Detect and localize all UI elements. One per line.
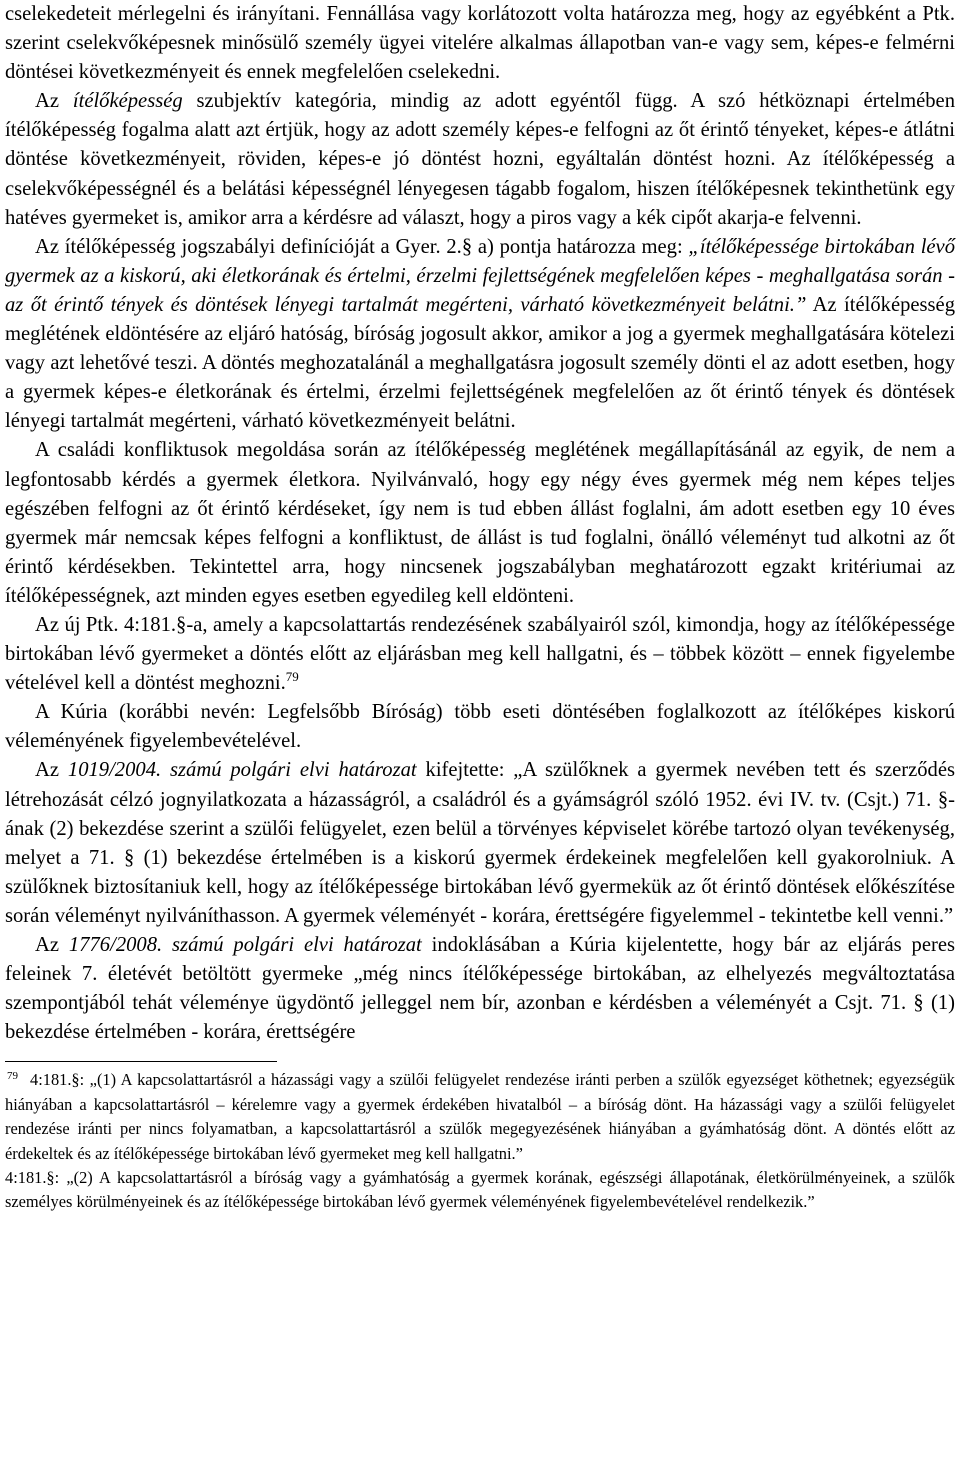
- text-run: Az: [35, 934, 69, 956]
- italic-decision-ref: 1776/2008. számú polgári elvi határozat: [68, 934, 422, 956]
- paragraph-decision-1019: [5, 756, 955, 931]
- paragraph-kuria: A Kúria (korábbi nevén: Legfelsőbb Bíróság) több eseti döntésében foglalkozott az ítélőképes kiskorú véleményének figyelembevételével.: [5, 701, 955, 753]
- italic-term: ítélőképesség: [72, 90, 183, 113]
- text-run: szubjektív kategória, mindig az adott egyéntől függ. A szó hétköznapi értelmében ítélőképesség fogalma alatt azt értjük, hogy az adott személy képes-e felfogni az őt érintő tényeket, képes-e átlátni döntése következményeit, röviden, képes-e jó döntést hozni, egyáltalán döntést hozni. Az ítélőképesség a cselekvőképességnél és a belátási képességnél lényegesen tágabb fogalom, hiszen ítélőképesnek tekinthetünk egy hatéves gyermeket is, amikor arra a kérdésre ad választ, hogy a piros vagy a kék cipőt akarja-e felvenni.: [5, 90, 955, 229]
- text-run: Az ítélőképesség jogszabályi definícióját a Gyer. 2.§ a) pontja határozza meg:: [35, 235, 689, 258]
- footnote-79-continued: [5, 1166, 955, 1215]
- paragraph-itelokepesseg-definition: [5, 87, 955, 232]
- paragraph-family-conflicts: A családi konfliktusok megoldása során az ítélőképesség meglétének megállapításánál az egyik, de nem a legfontosabb kérdés a gyermek életkora. Nyilvánvaló, hogy egy négy éves gyermek még nem képes teljes egészében felfogni az őt érintő kérdéseket, így nem is tud ebben állást foglalni, ám adott esetben egy 10 éves gyermek már nemcsak képes felfogni a konfliktust, de állást is tud foglalni, önálló véleményt tud alkotni az őt érintő kérdésekben. Tekintettel arra, hogy nincsenek jogszabályban meghatározott egzakt kritériumai az ítélőképességnek, azt minden egyes esetben egyedileg kell eldönteni.: [5, 439, 955, 607]
- footnote-79: [5, 1068, 955, 1166]
- text-run: Az: [35, 759, 68, 782]
- footnotes: [5, 1068, 955, 1214]
- footnote-text: 4:181.§: „(1) A kapcsolattartásról a házassági vagy a szülői felügyelet rendezése iránti perben a szülők egyezséget köthetnek; egyezségük hiányában a kapcsolattartásról – kérelemre vagy a gyermek érdekében hivatalból – a bíróság dönt. Ha házassági vagy a szülői felügyelet rendezése iránti per nincs folyamatban, a kapcsolattartásról a szülők megegyezésének hiányában a gyámhatóság dönt. A döntés előtt az érdekeltek és az ítélőképessége birtokában lévő gyermeket meg kell hallgatni.”: [5, 1070, 955, 1163]
- text-run: indoklásában a Kúria kijelentette, hogy bár az eljárás peres feleinek 7. életévét betöltött gyermeke „még nincs ítélőképessége birtokában, az elhelyezés megváltoztatása szempontjából tehát véleménye ügydöntő jelleggel nem bír, azonban e kérdésben a véleményét a Csjt. 71. § (1) bekezdése értelmében - korára, érettségére: [5, 934, 955, 1044]
- italic-quote: „ítélőképessége birtokában lévő gyermek az a kiskorú, aki életkorának és értelmi, érzelmi fejlettségének megfelelően képes - meghallgatása során - az őt érintő tények és döntések lényegi tartalmát megérteni, várható következményeit belátni.”: [5, 235, 955, 316]
- paragraph-continued: cselekedeteit mérlegelni és irányítani. Fennállása vagy korlátozott volta határozza meg, hogy az egyébként a Ptk. szerint cselekvőképesnek minősülő személy ügyei vitelére alkalmas állapotban van-e vagy sem, képes-e felmérni döntései következményeit és ennek megfelelően cselekedni.: [5, 3, 955, 84]
- italic-decision-ref: 1019/2004. számú polgári elvi határozat: [67, 759, 417, 782]
- text-run: Az: [35, 90, 73, 113]
- paragraph-new-ptk: [5, 611, 955, 698]
- paragraph-decision-1776: [5, 931, 955, 1047]
- text-run: kifejtette: „A szülőknek a gyermek nevében tett és szerződés létrehozását célzó jognyilatkozata a házasságról, a családról és a gyámságról szóló 1952. évi IV. tv. (Csjt.) 71. §-ának (2) bekezdése szerint a szülői felügyelet, ezen belül a törvényes képviselet körébe tartozó olyan tevékenység, melyet a 71. § (1) bekezdése értelmében is a kiskorú gyermek érdekeinek megfelelően kell gyakorolniuk. A szülőknek biztosítaniuk kell, hogy az ítélőképessége birtokában lévő gyermekük az őt érintő döntések előkészítése során véleményt nyilváníthasson. A gyermek véleményét - korára, érettségére figyelemmel - tekintetbe kell venni.”: [5, 759, 956, 927]
- footnote-separator: [5, 1061, 277, 1062]
- text-run: Az ítélőképesség meglétének eldöntésére az eljáró hatóság, bíróság jogosult akkor, amikor a jog a gyermek meghallgatására kötelezi vagy azt lehetővé teszi. A döntés meghozatalánál a meghallgatásra jogosult személy dönti el az adott esetben, hogy a gyermek képes-e életkorának és értelmi, érzelmi fejlettségének megfelelően az őt érintő tények és döntések lényegi tartalmát megérteni, várható következményeit belátni.: [5, 293, 955, 433]
- body-text: [5, 0, 955, 1047]
- footnote-number: 79: [7, 1069, 18, 1082]
- text-run: Az új Ptk. 4:181.§-a, amely a kapcsolattartás rendezésének szabályairól szól, kimondja, hogy az ítélőképessége birtokában lévő gyermeket a döntés előtt az eljárásban meg kell hallgatni, és – többek között – ennek figyelembe vételével kell a döntést meghozni.: [5, 613, 955, 695]
- footnote-reference[interactable]: 79: [285, 669, 299, 685]
- footnote-text: 4:181.§: „(2) A kapcsolattartásról a bíróság vagy a gyámhatóság a gyermek korának, egészségi állapotának, életkörülményeinek, a szülők személyes körülményeinek és az ítélőképessége birtokában lévő gyermek véleményének figyelembevételével rendelkezik.”: [5, 1168, 955, 1212]
- paragraph-legal-definition: [5, 233, 955, 437]
